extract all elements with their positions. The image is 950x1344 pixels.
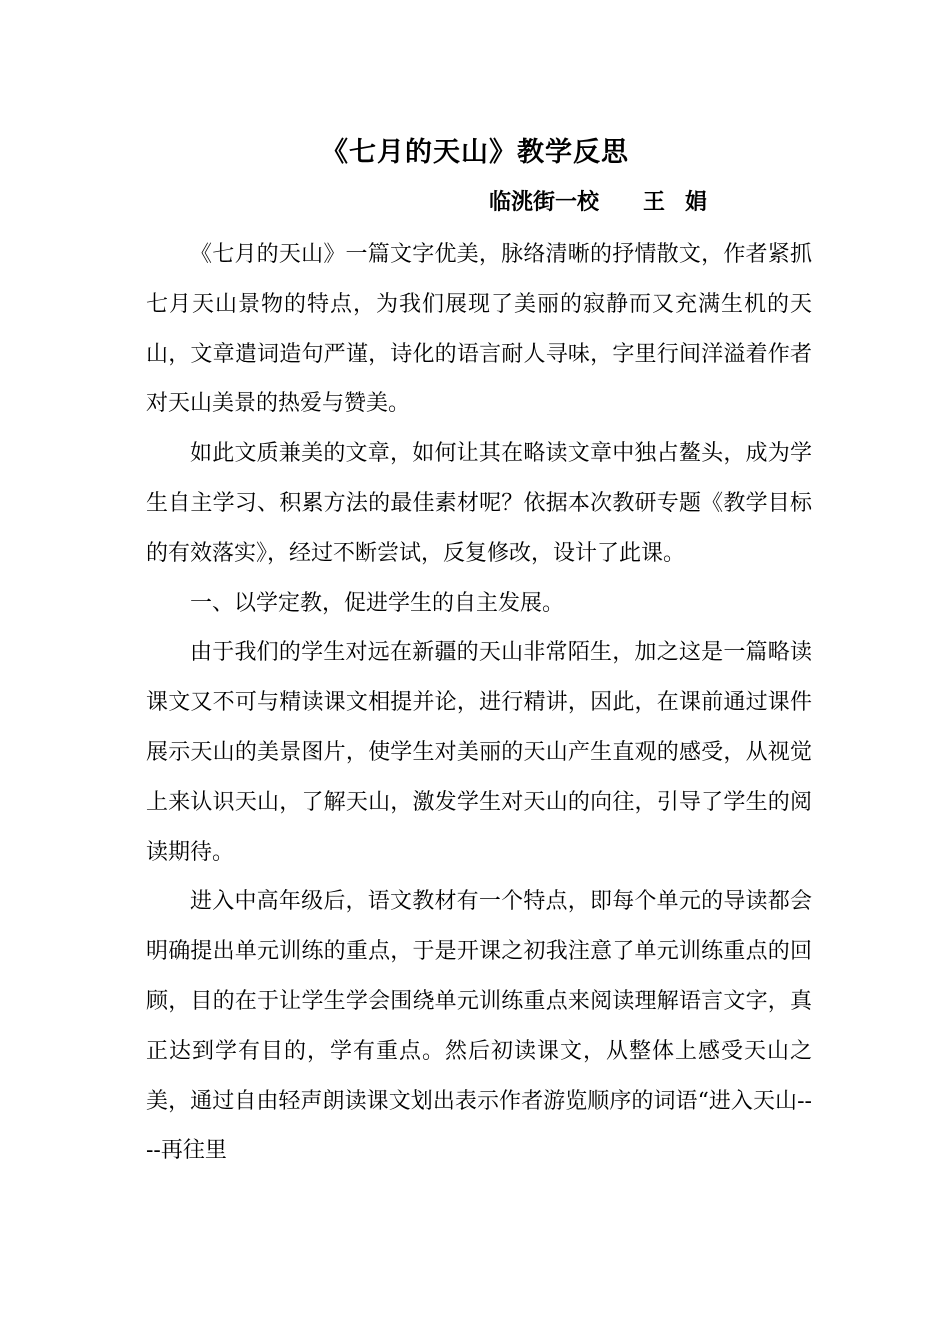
byline-author: 王娟 [643,190,728,215]
byline [489,185,727,216]
section-heading: 一、以学定教，促进学生的自主发展。 [190,590,565,616]
paragraph: 《七月的天山》一篇文字优美，脉络清晰的抒情散文，作者紧抓七月天山景物的特点，为我们展现了美丽的寂静而又充满生机的天山，文章遣词造句严谨，诗化的语言耐人寻味，字里行间洋溢着作者对天山美景的热爱与赞美。 [146,242,812,417]
byline-school: 临洮街一校 [489,190,600,215]
paragraph: 进入中高年级后，语文教材有一个特点，即每个单元的导读都会明确提出单元训练的重点，于是开课之初我注意了单元训练重点的回顾，目的在于让学生学会围绕单元训练重点来阅读理解语言文字，真正达到学有目的，学有重点。然后初读课文，从整体上感受天山之美，通过自由轻声朗读课文划出表示作者游览顺序的词语“进入天山----再往里 [146,889,812,1164]
paragraph: 由于我们的学生对远在新疆的天山非常陌生，加之这是一篇略读课文又不可与精读课文相提并论，进行精讲，因此，在课前通过课件展示天山的美景图片，使学生对美丽的天山产生直观的感受，从视觉上来认识天山，了解天山，激发学生对天山的向往，引导了学生的阅读期待。 [146,640,812,865]
paragraph: 如此文质兼美的文章，如何让其在略读文章中独占鳌头，成为学生自主学习、积累方法的最佳素材呢？依据本次教研专题《教学目标的有效落实》，经过不断尝试，反复修改，设计了此课。 [146,441,812,566]
document-body [146,230,812,1176]
document-title: 《七月的天山》教学反思 [321,137,629,168]
